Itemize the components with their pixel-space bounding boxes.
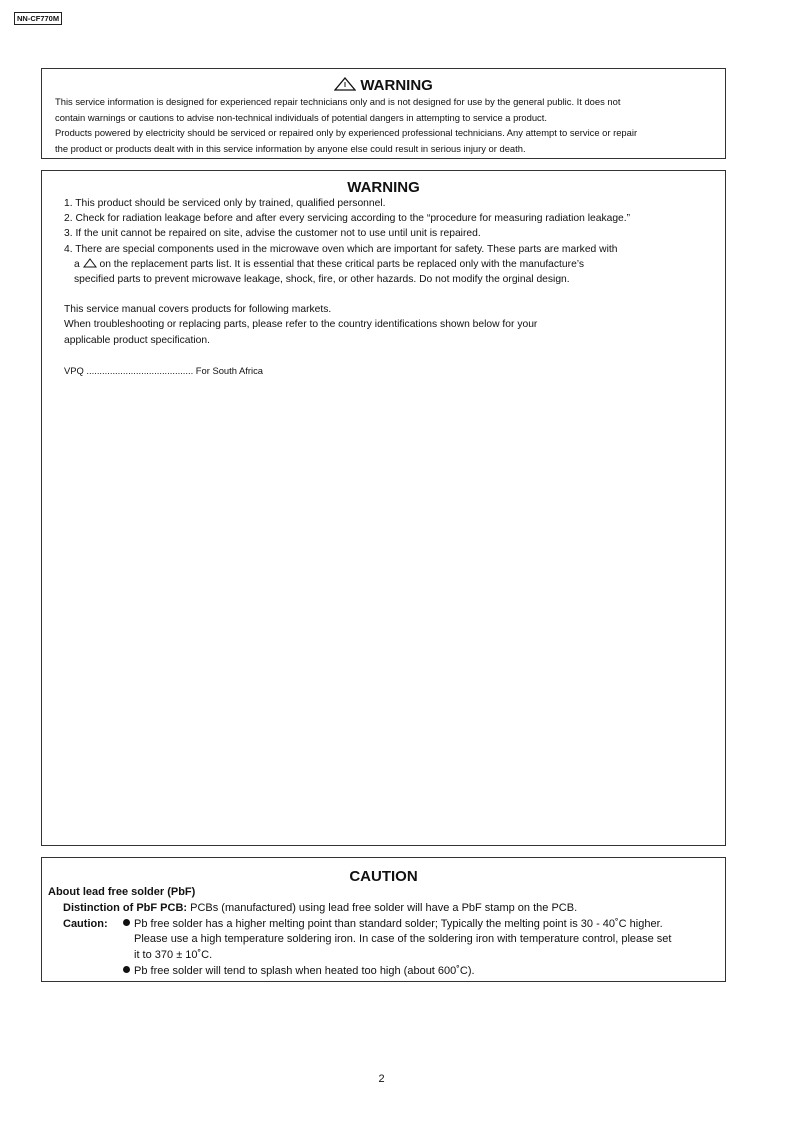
caution-bullet [48,964,725,980]
bullet-text: Pb free solder will tend to splash when heated too high (about 600˚C). [134,964,475,977]
safety-triangle-icon [83,258,97,268]
top-warning-line: contain warnings or cautions to advise non-technical individuals of potential dangers in attempting to service a product. [55,111,547,123]
warning-triangle-icon [334,77,356,91]
distinction-line [48,901,725,917]
warning-item: 2. Check for radiation leakage before and after every servicing according to the “procedure for measuring radiation leakage.” [64,213,631,225]
caution-heading: About lead free solder (PbF) [48,886,196,898]
markets-line: This service manual covers products for following markets. [64,304,332,316]
warning-item-continuation: specified parts to prevent microwave leakage, shock, fire, or other hazards. Do not modify the orginal design. [74,274,570,286]
top-warning-box [41,68,726,159]
bullet-icon [123,919,130,926]
warning-item: 1. This product should be serviced only by trained, qualified personnel. [64,198,386,209]
top-warning-line: the product or products dealt with in this service information by anyone else could result in serious injury or death. [55,142,526,154]
item-text: on the replacement parts list. It is essential that these critical parts be replaced only with the manufacture’s [96,258,585,270]
top-warning-title-text: WARNING [360,77,433,94]
markets-line: When troubleshooting or replacing parts, please refer to the country identifications shown below for your [64,319,538,331]
model-number: NN-CF770M [14,12,62,25]
bullet-icon [123,966,130,973]
page-number: 2 [378,1073,385,1085]
caution-box [41,857,726,982]
top-warning-title [42,77,725,94]
caution-bullet-cont: it to 370 ± 10˚C. [134,949,213,962]
top-warning-line: Products powered by electricity should be serviced or repaired only by experienced professional technicians. Any attempt to service or repair [55,127,638,138]
caution-label: Caution: [63,917,108,930]
distinction-label: Distinction of PbF PCB: [63,901,188,914]
main-warning-box [41,170,726,846]
caution-bullet [48,917,725,933]
warning-item-continuation [64,257,725,272]
item-prefix: a [74,258,80,270]
caution-title: CAUTION [349,868,418,885]
market-entry: VPQ ......................................... For South Africa [64,364,264,376]
warning-item: 4. There are special components used in the microwave oven which are important for safety. These parts are marked with [64,243,618,255]
distinction-text: PCBs (manufactured) using lead free solder will have a PbF stamp on the PCB. [187,901,578,914]
main-warning-title: WARNING [347,179,420,196]
bullet-text: Pb free solder has a higher melting point than standard solder; Typically the melting point is 30 - 40˚C higher. [134,917,663,930]
warning-item: 3. If the unit cannot be repaired on site, advise the customer not to use until unit is repaired. [64,228,481,240]
caution-bullet-cont: Please use a high temperature soldering iron. In case of the soldering iron with temperature control, please set [134,933,672,946]
top-warning-line: This service information is designed for experienced repair technicians only and is not designed for use by the general public. It does not [55,96,621,107]
markets-line: applicable product specification. [64,334,210,346]
